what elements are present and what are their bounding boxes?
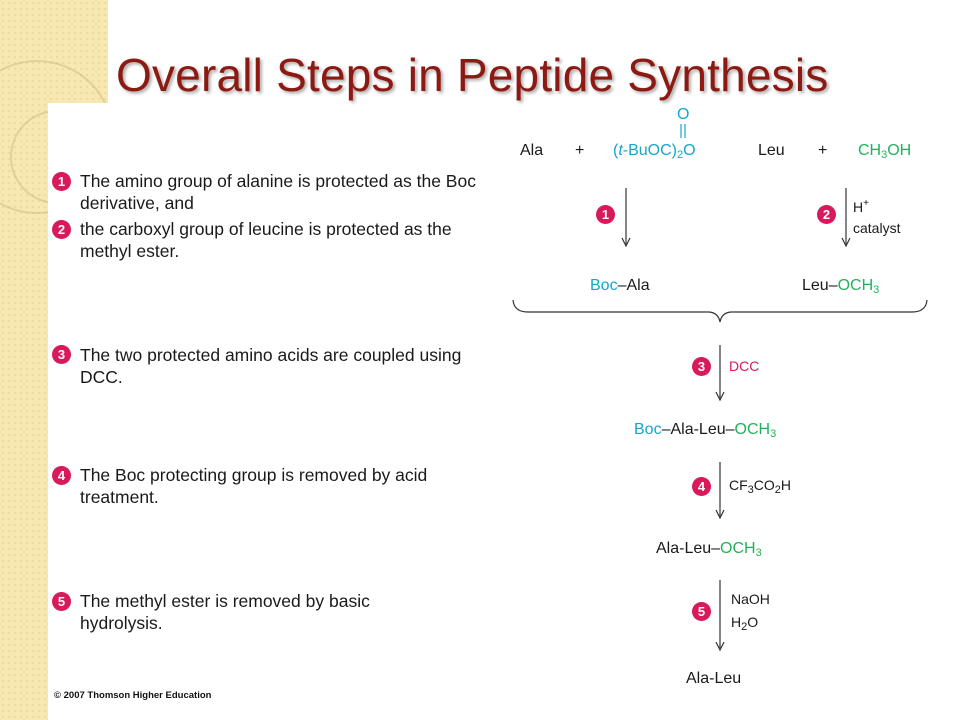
reagent-subscript: 3 [881,149,888,161]
reagent-subscript: 3 [873,284,880,296]
reagent-part: CF [729,477,748,493]
reagent-part: –Ala-Leu– [661,421,735,438]
methyl-ester-group: OCH [734,421,771,438]
reagent-part: t [618,142,623,159]
methyl-ester-group: OCH [720,540,756,557]
step-description: The Boc protecting group is removed by acid treatment. [80,465,428,507]
reagent-subscript: 3 [770,428,777,440]
merge-brace [513,300,927,322]
reagent-superscript: + [863,198,869,209]
step3-reagent-dcc: DCC [729,358,760,374]
reagent-subscript: 2 [677,149,684,161]
slide-title: Overall Steps in Peptide Synthesis [116,49,829,101]
step-description: The amino group of alanine is protected as the Boc derivative, and [80,171,476,213]
boc-group: Boc [634,421,662,438]
reagent-methanol [858,142,911,161]
reagent-part: ( [613,142,619,159]
step-number-badge: 1 [596,205,615,224]
step2-acid-reagent [853,198,869,215]
step-number-badge: 2 [817,205,836,224]
reagent-part: Ala-Leu– [656,540,721,557]
reagent-part: CO [753,477,775,493]
reagent-part: CH [858,142,882,159]
reagent-part: H [853,199,864,215]
copyright-notice: © 2007 Thomson Higher Education [54,690,212,701]
plus-sign: + [575,142,585,159]
reagent-part: -BuOC) [622,142,678,159]
reagent-part: H [731,614,742,630]
reactant-leu: Leu [758,142,785,159]
intermediate-boc-ala [590,277,650,295]
reagent-subscript: 3 [747,484,754,496]
step-number-badge: 5 [52,592,71,611]
step-number-badge: 3 [52,345,71,364]
step-number-badge: 4 [52,466,71,485]
boc-group: Boc [590,277,618,294]
step5-reagent-water [731,614,758,633]
reactant-ala: Ala [520,142,544,159]
reagent-subscript: 2 [741,621,748,633]
step-description: The methyl ester is removed by basic hydrolysis. [80,591,370,633]
step-number-badge: 2 [52,220,71,239]
reagent-part: O [747,614,759,630]
methyl-ester-group: OCH [837,277,874,294]
step-description: the carboxyl group of leucine is protected as the methyl ester. [80,219,452,261]
reagent-subscript: 2 [774,484,781,496]
step-number-badge: 1 [52,172,71,191]
reagent-part: –Ala [617,277,650,294]
carbonyl-oxygen: O [677,106,690,123]
step2-catalyst-label: catalyst [853,220,901,236]
reagent-subscript: 3 [755,547,762,559]
reagent-part: O [683,142,696,159]
step4-reagent-tfa [729,477,791,496]
step5-reagent-naoh: NaOH [731,591,770,607]
step-number-badge: 3 [692,357,711,376]
carbonyl-double-bond [681,124,685,138]
step-number-badge: 4 [692,477,711,496]
reagent-part: OH [887,142,912,159]
step-description: The two protected amino acids are coupled using DCC. [80,345,462,387]
reagent-part: H [780,477,792,493]
reagent-boc-anhydride [613,142,696,161]
reagent-part: Leu– [802,277,838,294]
protected-dipeptide [634,421,776,440]
step-number-badge: 5 [692,602,711,621]
dipeptide-methyl-ester [656,540,762,559]
intermediate-leu-ome [802,277,879,296]
plus-sign: + [818,142,828,159]
final-product-dipeptide: Ala-Leu [686,670,742,687]
